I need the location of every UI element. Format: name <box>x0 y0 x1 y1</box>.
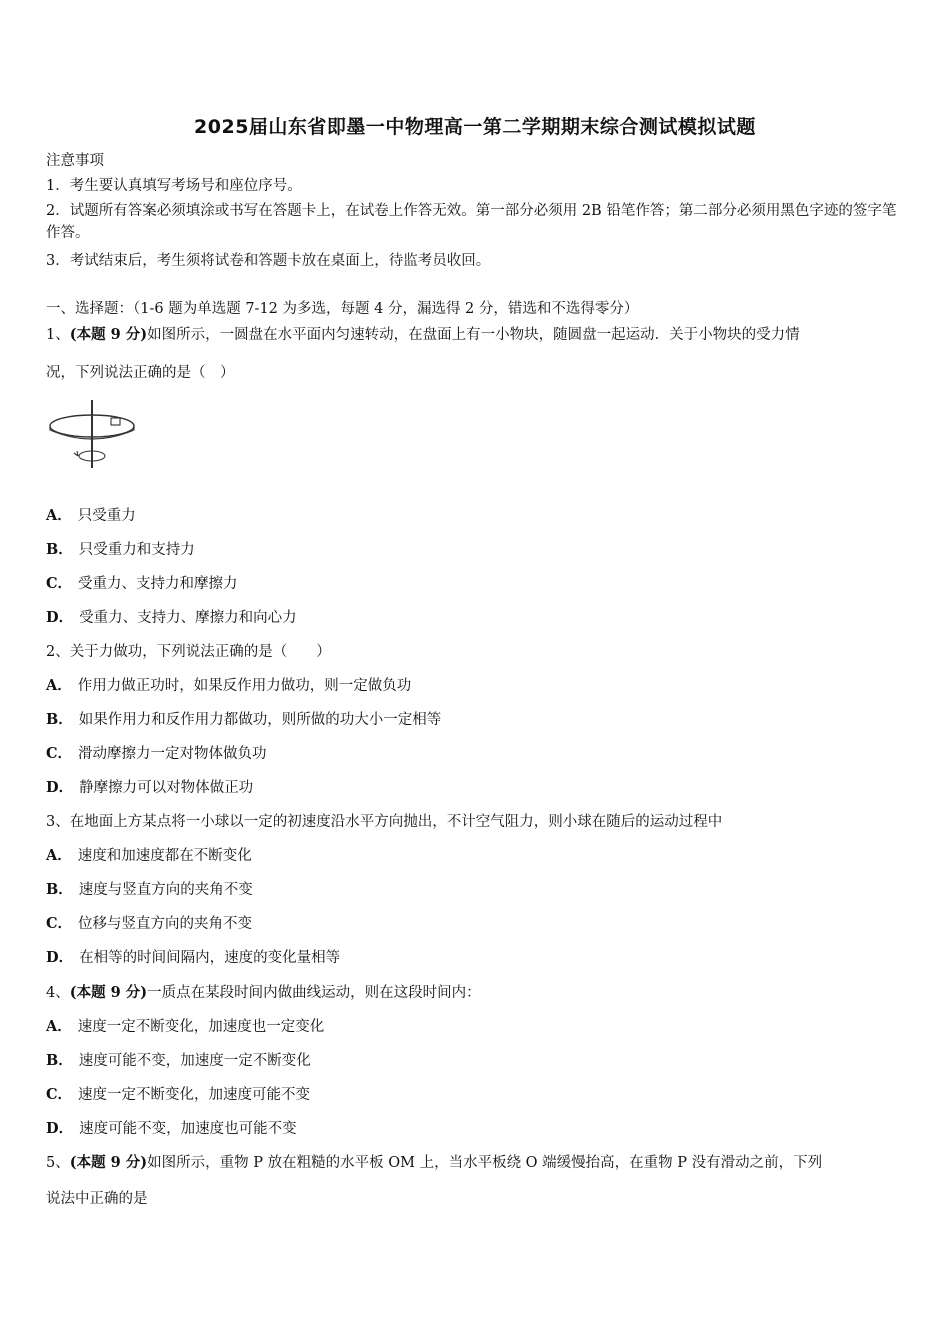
option-text: 速度与竖直方向的夹角不变 <box>78 882 253 898</box>
option-text: 速度和加速度都在不断变化 <box>77 848 252 864</box>
question-number: 4、 <box>46 985 70 1001</box>
option-letter: C． <box>46 915 73 932</box>
question-text: 如图所示，重物 P 放在粗糙的水平板 OM 上，当水平板绕 O 端缓慢抬高，在重物 P 没有滑动之前，下列 <box>147 1155 823 1171</box>
option-letter: A． <box>46 1018 72 1035</box>
option-letter: B． <box>46 541 73 558</box>
option-text: 速度可能不变，加速度一定不断变化 <box>78 1053 311 1069</box>
option-letter: B． <box>46 881 73 898</box>
q4-option-d[interactable] <box>46 1118 906 1140</box>
option-text: 滑动摩擦力一定对物体做负功 <box>78 746 267 762</box>
q3-option-a[interactable] <box>46 845 906 867</box>
section-heading: 一、选择题：（1-6 题为单选题 7-12 为多选，每题 4 分，漏选得 2 分，错选和不选得零分） <box>46 301 639 317</box>
option-letter: C． <box>46 745 73 762</box>
option-letter: C． <box>46 575 73 592</box>
question-text: 关于力做功，下列说法正确的是（ ） <box>69 644 331 660</box>
question-1 <box>46 324 906 346</box>
option-text: 只受重力 <box>77 508 136 524</box>
question-text: 一质点在某段时间内做曲线运动，则在这段时间内： <box>147 985 481 1001</box>
q1-option-c[interactable] <box>46 573 906 595</box>
q2-option-b[interactable] <box>46 709 906 731</box>
rotating-disk-icon <box>46 398 142 474</box>
option-letter: B． <box>46 711 73 728</box>
q3-option-c[interactable] <box>46 913 906 935</box>
option-text: 受重力、支持力和摩擦力 <box>78 576 238 592</box>
question-number: 3、 <box>46 814 70 830</box>
option-text: 作用力做正功时，如果反作用力做功，则一定做负功 <box>77 678 412 694</box>
q1-option-d[interactable] <box>46 607 906 629</box>
option-text: 位移与竖直方向的夹角不变 <box>78 916 253 932</box>
question-3 <box>46 811 906 833</box>
page-title: 2025届山东省即墨一中物理高一第二学期期末综合测试模拟试题 <box>194 116 756 138</box>
q4-option-a[interactable] <box>46 1016 906 1038</box>
question-tag: (本题 9 分) <box>69 984 148 1001</box>
q1-option-b[interactable] <box>46 539 906 561</box>
option-letter: C． <box>46 1086 73 1103</box>
option-letter: B． <box>46 1052 73 1069</box>
question-text: 如图所示，一圆盘在水平面内匀速转动，在盘面上有一小物块，随圆盘一起运动．关于小物块的受力情 <box>147 327 800 343</box>
option-letter: D． <box>46 779 74 796</box>
option-letter: D． <box>46 609 74 626</box>
question-4 <box>46 982 906 1004</box>
question-tag: (本题 9 分) <box>69 1154 148 1171</box>
option-letter: A． <box>46 507 72 524</box>
option-letter: D． <box>46 949 74 966</box>
q1-option-a[interactable] <box>46 505 906 527</box>
q3-option-d[interactable] <box>46 947 906 969</box>
question-5 <box>46 1152 906 1174</box>
q4-option-b[interactable] <box>46 1050 906 1072</box>
notice-item-1: 1．考生要认真填写考场号和座位序号。 <box>46 178 302 194</box>
q3-option-b[interactable] <box>46 879 906 901</box>
question-tag: (本题 9 分) <box>69 326 148 343</box>
option-text: 在相等的时间间隔内，速度的变化量相等 <box>79 950 341 966</box>
question-5-cont: 说法中正确的是 <box>46 1191 148 1207</box>
option-text: 受重力、支持力、摩擦力和向心力 <box>79 610 297 626</box>
question-number: 5、 <box>46 1155 70 1171</box>
question-1-cont: 况，下列说法正确的是（ ） <box>46 365 235 381</box>
option-text: 静摩擦力可以对物体做正功 <box>79 780 254 796</box>
question-text: 在地面上方某点将一小球以一定的初速度沿水平方向抛出，不计空气阻力，则小球在随后的运动过程中 <box>69 814 723 830</box>
notice-item-3: 3．考试结束后，考生须将试卷和答题卡放在桌面上，待监考员收回。 <box>46 253 491 269</box>
option-letter: A． <box>46 847 72 864</box>
notice-item-2: 2．试题所有答案必须填涂或书写在答题卡上，在试卷上作答无效。第一部分必须用 2B 铅笔作答；第二部分必须用黑色字迹的签字笔作答。 <box>46 203 897 241</box>
q2-option-a[interactable] <box>46 675 906 697</box>
q2-option-d[interactable] <box>46 777 906 799</box>
q4-option-c[interactable] <box>46 1084 906 1106</box>
option-letter: A． <box>46 677 72 694</box>
option-text: 只受重力和支持力 <box>78 542 195 558</box>
option-text: 如果作用力和反作用力都做功，则所做的功大小一定相等 <box>78 712 442 728</box>
option-text: 速度一定不断变化，加速度可能不变 <box>78 1087 311 1103</box>
notice-heading: 注意事项 <box>46 153 104 169</box>
question-2 <box>46 641 906 663</box>
question-number: 1、 <box>46 327 70 343</box>
option-text: 速度一定不断变化，加速度也一定变化 <box>77 1019 325 1035</box>
option-text: 速度可能不变，加速度也可能不变 <box>79 1121 297 1137</box>
question-number: 2、 <box>46 644 70 660</box>
option-letter: D． <box>46 1120 74 1137</box>
rotating-disk-figure <box>46 398 142 474</box>
q2-option-c[interactable] <box>46 743 906 765</box>
